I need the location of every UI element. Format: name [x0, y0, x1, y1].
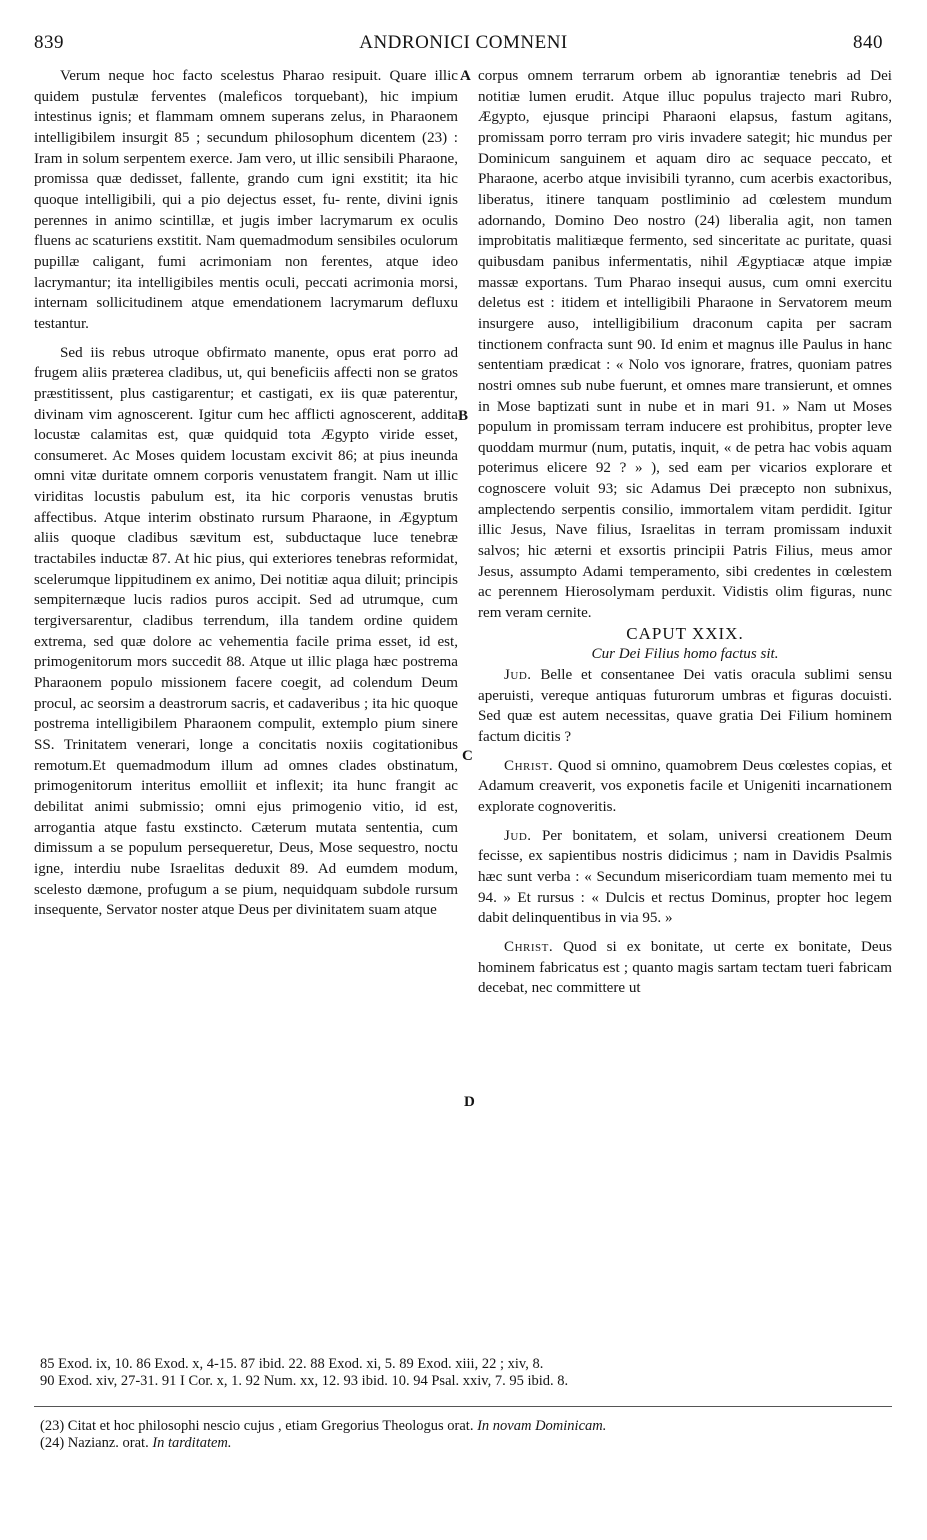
work-title: In tarditatem.	[152, 1435, 232, 1451]
speaker-label: Jud.	[504, 667, 532, 684]
dialogue-christianus-2	[478, 937, 892, 999]
page-number-right: 840	[853, 32, 883, 53]
margin-marker-b: B	[458, 408, 469, 424]
scripture-footnotes	[40, 1356, 900, 1390]
speaker-label: Jud.	[504, 827, 532, 844]
editor-notes	[40, 1418, 900, 1452]
page-number-left: 839	[34, 32, 64, 53]
chapter-title: CAPUT XXIX.	[626, 623, 744, 643]
left-text-column	[34, 66, 458, 921]
dialogue-judaeus-1	[478, 665, 892, 748]
right-text-column	[478, 66, 892, 999]
dialogue-christianus-1	[478, 756, 892, 818]
margin-marker-d: D	[464, 1094, 475, 1110]
dialogue-text: Quod si ex bonitate, ut certe ex bonitate, Deus hominem fabricatus est ; quanto magis sartam tectam tueri fabricam decebat, nec committere ut	[478, 938, 892, 997]
running-title: ANDRONICI COMNENI	[359, 32, 568, 53]
dialogue-text: Quod si omnino, quamobrem Deus cœlestes copias, et Adamum creaverit, vos exponetis facile et Unigeniti incarnationem explorate cognoveritis.	[478, 757, 892, 815]
chapter-subtitle: Cur Dei Filius homo factus sit.	[591, 646, 779, 663]
dialogue-judaeus-2	[478, 826, 892, 929]
footnote-line-2: 90 Exod. xiv, 27-31. 91 I Cor. x, 1. 92 Num. xx, 12. 93 ibid. 10. 94 Psal. xxiv, 7. 95 ibid. 8.	[40, 1373, 569, 1389]
margin-marker-c: C	[462, 748, 473, 764]
footnote-divider	[34, 1406, 892, 1407]
left-paragraph-1: Verum neque hoc facto scelestus Pharao resipuit. Quare illic quidem pustulæ ferventes (maleficos torquebant), hic impium intestinus ignis; et flammam omnem superans zelus, in Pharaonem intelligibilem insurgit 85 ; secundum philosophum dicentem (23) : Iram in solum serpentem exerce. Jam vero, ut illic sensibili Pharaone, promissa quæ dedisset, fallente, grando cum igni exstitit; ita hic quoque intelligibili, qui a pio dejectus esset, fu- rente, divini ignis perennes in animo scintillæ, et jugis imber lacrymarum ex oculis fluens ac scaturiens exstitit. Nam quemadmodum sensibiles oculorum pupillæ caligant, fumi acrimoniam non ferentes, atque ideo lacrymantur; ita intelligibiles mentis oculi, peccati acrimonia morsi, internam sollicitudinem atque emendationem lacrymarum defluxu testantur.	[34, 68, 458, 332]
work-title: In novam Dominicam.	[477, 1418, 607, 1434]
editor-note-24: (24) Nazianz. orat. In tarditatem.	[40, 1435, 232, 1451]
right-paragraph-1: corpus omnem terrarum orbem ab ignorantiæ tenebris ad Dei notitiæ lumen erudit. Atque illuc populus trajecto mari Rubro, Ægypto, ejusque principi Pharaoni elapsus, fastum agitans, promissam porro terram pro viris invadere sategit; hic mundus per Dominicum sanguinem et aquam diro ac sequace peccato, et Pharaone, acerbo atque invisibili tyranno, cum acerbis exactoribus, liberatus, itinere tanquam postliminio ad cœlestem mundum adornando, Domino Deo nostro (24) liberalia agit, non tamen improbitatis malitiæque fermento, sed sinceritate ac puritate, quasi quibusdam panibus infermentatis, nihil Ægyptiacæ atque impiæ massæ exportans. Tum Pharao insequi ausus, cum omni exercitu deletus est : itidem et intelligibili Pharaone in Servatorem meum insurgere auso, intelligibilium draconum capita per sacram tinctionem confracta sunt 90. Id enim et magnus ille Paulus in hanc sententiam prædicat : « Nolo vos ignorare, fratres, quoniam patres nostri omnes sub nube fuerunt, et omnes mare transierunt, et omnes in Mose baptizati sunt in nube et in mari 91. » Nam ut Moses populum in promissam terram inducere est prohibitus, propter leve quoddam murmur (num, putatis, inquit, « de petra hac vobis aquam poterimus elicere 92 ? » ), sed eam per vicarios explorare et cognoscere voluit 93; sic Adamus Dei præcepto non subnixus, amplectendo serpentis consilio, immortalem vitam perdidit. Igitur illic Jesus, Nave filius, Israelitas in terram promissam induxit salvos; hic æterni et exsortis principii Patris Filius, meus amor Jesus, assumpto Adami temperamento, sibi credentes in cœlestem ac perennem Hierosolymam perduxit. Vidistis olim figuras, nunc rem veram cernite.	[478, 68, 892, 622]
margin-marker-a: A	[460, 68, 471, 84]
speaker-label: Christ.	[504, 757, 554, 774]
dialogue-text: Per bonitatem, et solam, universi creationem Deum fecisse, ex sapientibus nostris didicimus ; nam in Davidis Psalmis hæc sunt verba : « Secundum misericordiam tuam memento mei tu 94. » Et rursus : « Dulcis et rectus Dominus, propter hoc legem dabit delinquentibus in via 95. »	[478, 827, 892, 927]
running-header	[0, 32, 927, 62]
footnote-line-1: 85 Exod. ix, 10. 86 Exod. x, 4-15. 87 ibid. 22. 88 Exod. xi, 5. 89 Exod. xiii, 22 ; xiv, 8.	[40, 1356, 544, 1372]
editor-note-23: (23) Citat et hoc philosophi nescio cujus , etiam Gregorius Theologus orat. In novam Dominicam.	[40, 1418, 607, 1434]
left-paragraph-2: Sed iis rebus utroque obfirmato manente, opus erat porro ad frugem aliis præterea cladibus, ut, qui beneficiis affecti non se gratos præstitissent, plus castigarentur; et castigati, ex iis quæ paterentur, divinam vim agnoscerent. Igitur cum hec afflicti agnoscerent, addita locustæ calamitas est, quæ quidquid tota Ægypto viride esset, consumeret. Ac Moses quidem locustam excivit 86; at pius ineunda omni vitæ duritate omnem corporis venustatem frangit. Nam ut illic viriditas locustis pabulum est, ita hic corporis venustas brutis affectibus. Atque interim obstinato rursum Pharaone, in Ægyptum aliis quoque cladibus sævitum est, subductaque luce tenebræ tractabiles inductæ 87. At hic pius, qui exteriores tenebras reformidat, scelerumque lippitudinem ex animo, Dei notitiæ aqua diluit; principis sempiternæque lucis radios puros accipit. Sed ad utrumque, cum tergiversarentur, cladibus terrendum, illa tandem ordine quidem extrema, sed quæ dolore ac vehementia facile prima esset, id est, primogenitorum mors succedit 88. Atque ut illic plaga hæc postrema Pharaonem populo missionem facere coegit, ad colendum Deum procul, ac seorsim a deastrorum sacris, et cadaveribus ; ita hic quoque postrema intelligibilem Pharaonem compulit, extemplo pium sinere SS. Trinitatem venerari, longe a concitatis noxiis cogitationibus remotum.Et quemadmodum illum ad omnes clades obstinatum, primogenitorum interitus emolliit et inflexit; ita hunc frangit ac debilitat animi submissio; omni ejus primogenio vitio, id est, arrogantia atque fastu exstincto. Cæterum mutata sententia, cum dimissum a se populum persequeretur, Deus, Mose sequestro, noctu igne, interdiu nube Israelitas deduxit 89. Ad eumdem modum, scelesto dæmone, profugum a se pium, nequidquam subdole rursum insequente, Servator noster atque Deus per divinitatem suam atque	[34, 344, 458, 919]
speaker-label: Christ.	[504, 938, 554, 955]
dialogue-text: Belle et consentanee Dei vatis oracula sublimi sensu aperuisti, vereque antiquas futurorum umbras et figuras docuisti. Sed quæ est autem necessitas, quave gratia Dei Filium hominem factum dicitis ?	[478, 667, 892, 745]
